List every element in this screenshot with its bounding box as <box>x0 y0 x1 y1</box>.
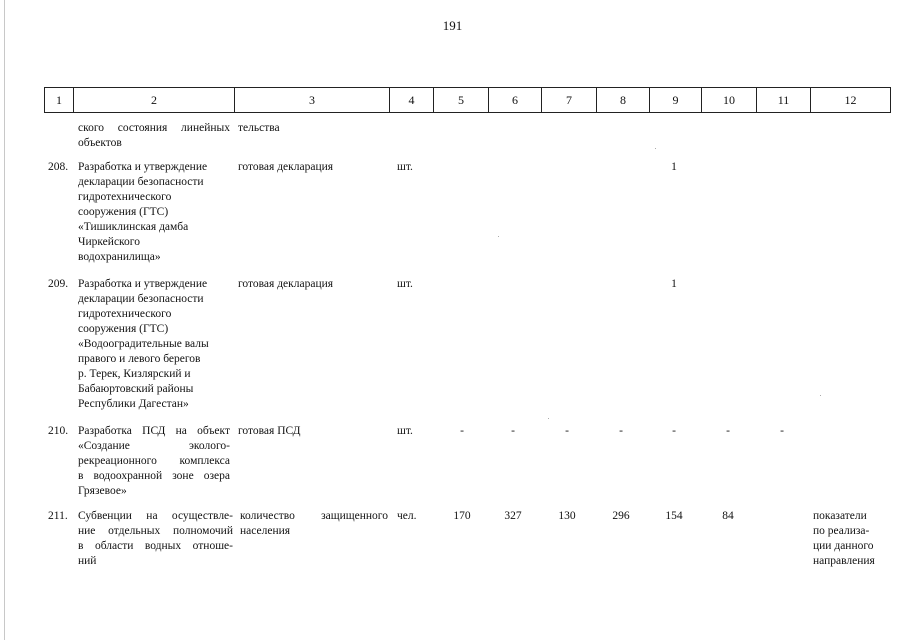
carryover-name-line: объектов <box>78 137 122 149</box>
row-note-line: направления <box>813 555 875 567</box>
row-cell-col5: 170 <box>453 510 471 522</box>
row-cell-col10: - <box>726 425 730 437</box>
row-result: готовая декларация <box>238 278 334 290</box>
row-name-line: Бабаюртовский районы <box>78 383 194 395</box>
row-name-line: гидротехнического <box>78 191 172 203</box>
row-name-line: «Тишиклинская дамба <box>78 221 189 233</box>
row-number: 211. <box>48 510 68 522</box>
row-number: 210. <box>48 425 69 437</box>
row-cell-col6: - <box>511 425 515 437</box>
header-cell: 6 <box>489 88 542 113</box>
row-name-line: Разработка ПСД на объект <box>78 425 230 437</box>
row-unit: шт. <box>397 425 413 437</box>
row-name-line: декларации безопасности <box>78 293 204 305</box>
row-name-line: Разработка и утверждение <box>78 278 208 290</box>
row-unit: шт. <box>397 278 413 290</box>
row-cell-col6: 327 <box>504 510 522 522</box>
row-name-line: рекреационного комплекса <box>78 455 230 467</box>
row-name-line: в области водных отноше- <box>78 540 233 552</box>
row-result: готовая декларация <box>238 161 334 173</box>
header-cell: 7 <box>542 88 597 113</box>
row-name-line: ний <box>78 555 97 567</box>
header-cell: 3 <box>235 88 390 113</box>
header-cell: 10 <box>702 88 757 113</box>
row-result-line: количество защищенного <box>240 510 388 522</box>
row-cell-col7: 130 <box>558 510 576 522</box>
row-cell-col5: - <box>460 425 464 437</box>
table-header <box>44 87 891 113</box>
row-unit: шт. <box>397 161 413 173</box>
header-cell: 12 <box>811 88 891 113</box>
row-cell-col9: 1 <box>671 278 677 290</box>
row-result-line: населения <box>240 525 291 537</box>
page-number: 191 <box>442 18 463 33</box>
row-number: 208. <box>48 161 69 173</box>
carryover-name-line: ского состояния линейных <box>78 122 230 134</box>
row-number: 209. <box>48 278 69 290</box>
row-name-line: водохранилища» <box>78 251 161 263</box>
row-name-line: «Водооградительные валы <box>78 338 209 350</box>
header-cell: 11 <box>757 88 811 113</box>
scan-speck <box>655 148 656 149</box>
row-name-line: сооружения (ГТС) <box>78 323 169 335</box>
row-cell-col7: - <box>565 425 569 437</box>
row-name-line: Разработка и утверждение <box>78 161 208 173</box>
header-cell: 1 <box>45 88 74 113</box>
row-name-line: Республики Дагестан» <box>78 398 189 410</box>
row-name-line: декларации безопасности <box>78 176 204 188</box>
scan-speck <box>548 418 549 419</box>
row-cell-col8: 296 <box>612 510 630 522</box>
header-cell: 8 <box>597 88 650 113</box>
row-cell-col9: 154 <box>665 510 683 522</box>
row-cell-col10: 84 <box>722 510 734 522</box>
row-cell-col8: - <box>619 425 623 437</box>
row-name-line: р. Терек, Кизлярский и <box>78 368 191 380</box>
row-note-line: ции данного <box>813 540 874 552</box>
header-cell: 5 <box>434 88 489 113</box>
scan-speck <box>820 395 821 396</box>
row-unit: чел. <box>397 510 417 522</box>
scan-speck <box>498 236 499 237</box>
row-cell-col9: - <box>672 425 676 437</box>
row-name-line: «Создание эколого- <box>78 440 230 452</box>
row-note-line: по реализа- <box>813 525 870 537</box>
row-name-line: в водоохранной зоне озера <box>78 470 230 482</box>
header-cell: 4 <box>390 88 434 113</box>
scan-edge-line <box>4 0 5 640</box>
row-name-line: правого и левого берегов <box>78 353 201 365</box>
row-name-line: Чиркейского <box>78 236 140 248</box>
row-cell-col9: 1 <box>671 161 677 173</box>
row-name-line: Грязевое» <box>78 485 127 497</box>
row-result: готовая ПСД <box>238 425 301 437</box>
row-name-line: гидротехнического <box>78 308 172 320</box>
row-note-line: показатели <box>813 510 867 522</box>
header-cell: 9 <box>650 88 702 113</box>
row-name-line: сооружения (ГТС) <box>78 206 169 218</box>
row-name-line: ние отдельных полномочий <box>78 525 233 537</box>
header-cell: 2 <box>74 88 235 113</box>
carryover-result: тельства <box>238 122 280 134</box>
row-name-line: Субвенции на осуществле- <box>78 510 233 522</box>
row-cell-col11: - <box>780 425 784 437</box>
header-row <box>45 88 891 113</box>
